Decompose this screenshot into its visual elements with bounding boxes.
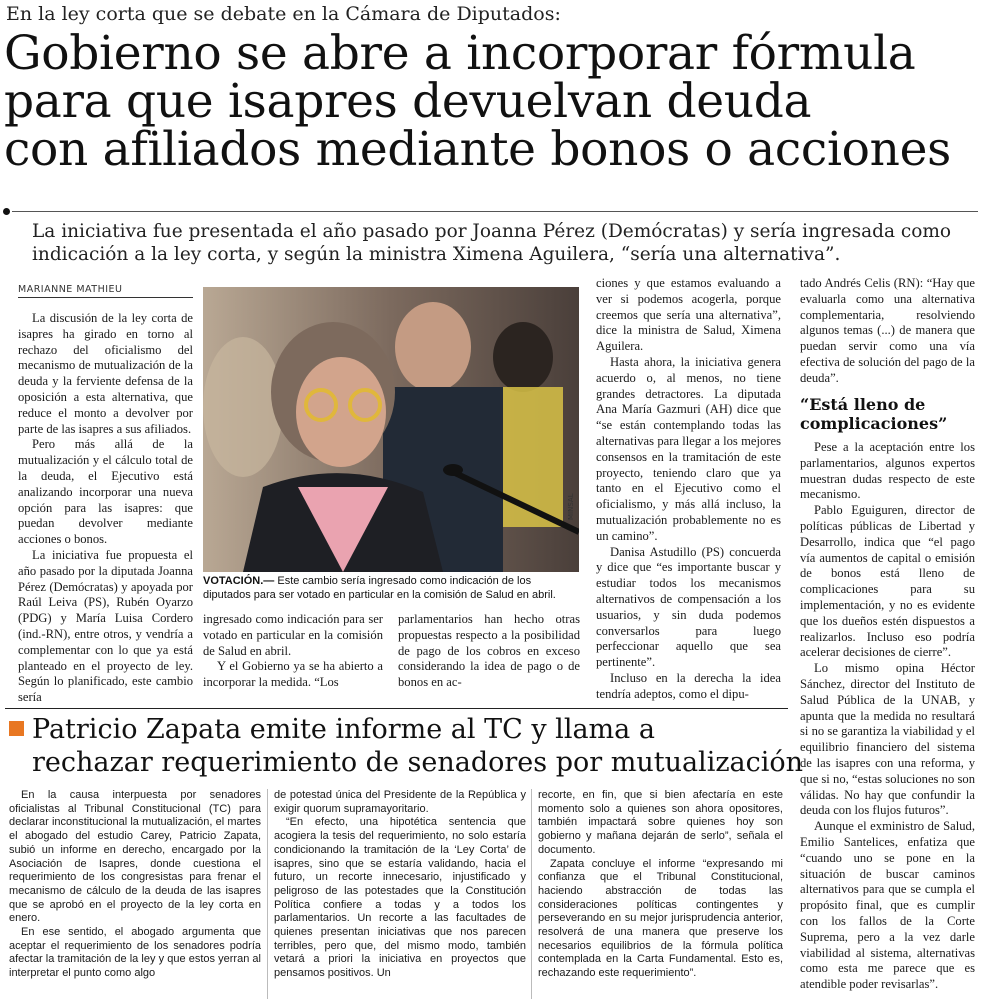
- kicker: En la ley corta que se debate en la Cámara de Diputados:: [6, 3, 561, 25]
- paragraph: Incluso en la derecha la idea tendría adeptos, como el dipu-: [596, 670, 781, 701]
- paragraph: tado Andrés Celis (RN): “Hay que evaluarla como una alternativa complementaria, resolviendo algunos temas (...) de manera que puedan servir como una vía efectiva de solución del pago de la deuda”.: [800, 276, 975, 385]
- paragraph: Lo mismo opina Héctor Sánchez, director del Instituto de Salud Pública de la UNAB, y apunta que la medida no resultará si no se garantiza la viabilidad y el equilibrio financiero del sistema de las isapres con una reforma, y que si no, “estas soluciones no son válidas. No hay que confundir la deuda con los flujos futuros”.: [800, 661, 975, 818]
- article-column-2a: [203, 612, 383, 691]
- deck-line: La iniciativa fue presentada el año pasado por Joanna Pérez (Demócratas) y sería ingresada como: [32, 221, 952, 242]
- paragraph: ingresado como indicación para ser votado en particular en la comisión de Salud en abril.: [203, 612, 383, 658]
- section-square-icon: [9, 721, 24, 736]
- article-column-1: [18, 311, 193, 706]
- article-column-4: [800, 440, 975, 993]
- photo-credit: MINSAL: [567, 493, 575, 520]
- paragraph: Pese a la aceptación entre los parlamentarios, algunos expertos muestran dudas respecto de este mecanismo.: [800, 440, 975, 502]
- article-column-3: [596, 276, 781, 703]
- paragraph: parlamentarios han hecho otras propuestas respecto a la posibilidad de pago de los cobros en exceso considerando la idea de pago o de bonos en ac-: [398, 612, 580, 690]
- bullet-dot: [3, 208, 10, 215]
- paragraph: “En efecto, una hipotética sentencia que acogiera la tesis del requerimiento, no solo estaría condicionando la tramitación de la ‘Ley Corta’ de isapres, sino que se estaría validando, hacia el futuro, un recorte innecesario, injustificado y peligroso de las potestades que la Constitución Política confiere a todas y a todos los parlamentarios. Un recorte a las facultades de quienes presentan iniciativas que nos parecen terribles, pero que, del mismo modo, también vetará a priori la iniciativa en proyectos que pensamos positivos. Un: [274, 816, 526, 980]
- deck-line: indicación a la ley corta, y según la ministra Ximena Aguilera, “sería una alternativa”.: [32, 244, 841, 265]
- headline-line: Patricio Zapata emite informe al TC y llama a: [32, 714, 655, 745]
- paragraph: En ese sentido, el abogado argumenta que aceptar el requerimiento de los senadores podría afectar la tramitación de la ley y que estos yerran al interpretar el punto como algo: [9, 926, 261, 980]
- paragraph: ciones y que estamos evaluando a ver si podemos acogerla, porque creemos que sería una alternativa”, dice la ministra de Salud, Ximena Aguilera.: [596, 276, 781, 354]
- headline: [4, 26, 979, 177]
- second-column-2: [274, 789, 526, 981]
- paragraph: Aunque el exministro de Salud, Emilio Santelices, enfatiza que “cuando uno se pone en la situación de buscar caminos alternativos para que se cumpla el propósito final, que es cumplir con los fallos de la Corte Suprema, pero a la vez darle viabilidad al sistema, alternativas como esta me parece que es atendible poder revisarlas”.: [800, 819, 975, 992]
- headline-line: rechazar requerimiento de senadores por mutualización: [32, 747, 804, 778]
- paragraph: La iniciativa fue propuesta el año pasado por la diputada Joanna Pérez (Demócratas) y apoyada por Raúl Leiva (PS), Rubén Oyarzo (PDG) y María Luisa Cordero (ind.-RN), entre otros, y vendría a complementar con lo que ya está planteado en el proyecto de ley. Según lo planificado, este cambio sería: [18, 547, 193, 705]
- byline: MARIANNE MATHIEU: [18, 284, 123, 295]
- column-divider: [267, 789, 268, 999]
- paragraph: Danisa Astudillo (PS) concuerda y dice que “es importante buscar y estudiar todos los mecanismos alternativos de compensación a los usuarios, y sin duda podemos conversarlos para luego perfeccionar aquello que sea pertinente”.: [596, 544, 781, 670]
- second-headline: [32, 713, 804, 779]
- divider: [12, 211, 978, 212]
- paragraph: La discusión de la ley corta de isapres ha girado en torno al rechazo del oficialismo del mecanismo de mutualización de la deuda y la ferviente defensa de la oposición a esta alternativa, que reduce el monto a devolver por parte de las isapres a sus afiliados.: [18, 311, 193, 436]
- paragraph: En la causa interpuesta por senadores oficialistas al Tribunal Constitucional (TC) para declarar inconstitucional la mutualización, el martes el abogado del estudio Carey, Patricio Zapata, subió un informe en derecho, encargado por la Asociación de Isapres, donde cuestiona el requerimiento de los congresistas para frenar el mecanismo de cálculo de la deuda de las isapres que se aprobó en el proyecto de la ley corta en enero.: [9, 789, 261, 925]
- caption-label: VOTACIÓN.—: [203, 575, 275, 587]
- paragraph: Hasta ahora, la iniciativa genera acuerdo o, al menos, no tiene grandes detractores. La diputada Ana María Gazmuri (AH) dice que “se están contemplando todas las alternativas para llegar a los mejores consensos en la tramitación de este proyecto, teniendo claro que ya tanto en el Ejecutivo como el oficialismo, y más allá incluso, la mutualización probablemente no es un camino”.: [596, 354, 781, 543]
- article-column-2b: [398, 612, 580, 691]
- paragraph: recorte, en fin, que si bien afectaría en este momento solo a quienes son ahora opositores, también impactará sobre quienes hoy son gobierno y mañana dejarán de serlo”, señala el documento.: [538, 789, 783, 856]
- headline-line: con afiliados mediante bonos o acciones: [4, 122, 951, 177]
- caption-text: Este cambio sería ingresado como indicación de los diputados para ser votado en particular en la comisión de Salud en abril.: [203, 575, 556, 601]
- photo-caption: [203, 574, 579, 602]
- headline-line: para que isapres devuelvan deuda: [4, 74, 812, 129]
- paragraph: Zapata concluye el informe “expresando mi confianza que el Tribunal Constitucional, haciendo abstracción de todas las consideraciones políticas contingentes y perseverando en su mejor jurisprudencia anterior, resolverá de una manera que preserve los necesarios equilibrios de la fórmula política contemplada en la Carta Fundamental. Esto es, rechazando este requerimiento”.: [538, 857, 783, 980]
- headline-line: Gobierno se abre a incorporar fórmula: [4, 26, 916, 81]
- paragraph: Y el Gobierno ya se ha abierto a incorporar la medida. “Los: [203, 659, 383, 690]
- divider: [5, 708, 788, 709]
- photo-illustration: [203, 287, 579, 572]
- news-photo: [203, 287, 579, 572]
- divider: [18, 297, 193, 298]
- paragraph: Pero más allá de la mutualización y el cálculo total de la deuda, el Ejecutivo está analizando incorporar una nueva opción para las isapres: que puedan devolver mediante acciones o bonos.: [18, 437, 193, 547]
- second-column-1: [9, 789, 261, 981]
- paragraph: Pablo Eguiguren, director de políticas públicas de Libertad y Desarrollo, indica que “el pago vía aumentos de capital o emisión de bonos está lleno de complicaciones para su implementación, y no es evidente que los dueños estén dispuestos a realizarlos. Incluso eso podría acelerar decisiones de cierre”.: [800, 503, 975, 660]
- column-divider: [531, 789, 532, 999]
- paragraph: de potestad única del Presidente de la República y exigir quorum supramayoritario.: [274, 789, 526, 815]
- subhead: “Está lleno de complicaciones”: [800, 395, 948, 433]
- article-column-4-top: [800, 276, 975, 387]
- deck: [32, 220, 952, 266]
- second-column-3: [538, 789, 783, 981]
